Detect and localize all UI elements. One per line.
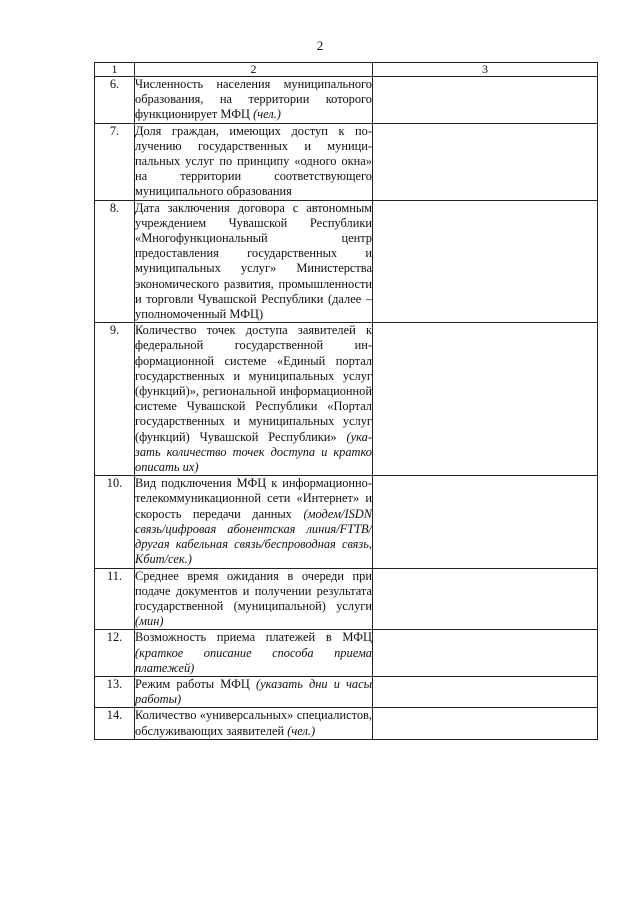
table-row (95, 200, 598, 323)
row-description (135, 200, 373, 323)
table-row (95, 708, 598, 739)
row-description (135, 77, 373, 124)
table-row (95, 123, 598, 200)
row-note: (чел.) (253, 107, 281, 122)
row-value-cell[interactable] (373, 676, 598, 707)
row-text: Доля граждан, имеющих доступ к получению государственных и муниципальных услуг по принципу «одного окна» на территории соответствующего муниципального образования (135, 123, 372, 199)
row-note: (чел.) (287, 723, 316, 738)
row-value-cell[interactable] (373, 323, 598, 476)
column-header-1: 1 (95, 63, 135, 77)
row-number: 6. (95, 77, 135, 124)
row-value-cell[interactable] (373, 123, 598, 200)
table-row (95, 476, 598, 568)
row-description (135, 323, 373, 476)
row-text: Возможность приема платежей в МФЦ (135, 630, 372, 645)
row-text: Количество точек доступа заявителей к федеральной государственной информационной системе «Единый портал государственных и муниципальных услуг (функций)», региональной информационной системе Чувашской Республики «Портал государственных и муниципальных услуг (функций) Чувашской Республики» (135, 323, 372, 444)
table-row (95, 323, 598, 476)
row-value-cell[interactable] (373, 200, 598, 323)
row-text: Численность населения муниципального образования, на территории которого функционирует МФЦ (135, 77, 372, 122)
row-text: Количество «универсальных» специалистов, обслуживающих заявителей (135, 708, 372, 738)
form-table (94, 62, 598, 740)
row-note: (указать количество точек доступа и кратко описать их) (135, 429, 372, 475)
row-number: 11. (95, 568, 135, 630)
row-number: 14. (95, 708, 135, 739)
row-number: 10. (95, 476, 135, 568)
row-description (135, 568, 373, 630)
row-number: 9. (95, 323, 135, 476)
row-value-cell[interactable] (373, 630, 598, 677)
row-value-cell[interactable] (373, 476, 598, 568)
table-header-row (95, 63, 598, 77)
table-row (95, 676, 598, 707)
column-header-2: 2 (135, 63, 373, 77)
table-row (95, 630, 598, 677)
column-header-3: 3 (373, 63, 598, 77)
table-row (95, 77, 598, 124)
row-value-cell[interactable] (373, 77, 598, 124)
row-description (135, 708, 373, 739)
row-text: Дата заключения договора с автономным учреждением Чувашской Республики «Многофункциональный центр предоставления государственных и муниципальных услуг» Министерства экономического развития, промышленности и торговли Чувашской Республики (далее – уполномоченный МФЦ) (135, 200, 372, 322)
row-note: (краткое описание способа приема платежей) (135, 645, 372, 675)
row-description (135, 476, 373, 568)
row-note: (мин) (135, 614, 164, 629)
row-value-cell[interactable] (373, 708, 598, 739)
row-number: 12. (95, 630, 135, 677)
page-number: 2 (316, 38, 324, 53)
row-note: (указать дни и часы работы) (135, 676, 372, 707)
row-text: Режим работы МФЦ (135, 676, 256, 691)
row-note: (модем/ISDN связь/цифровая абонентская линия/FTTB/другая кабельная связь/беспроводная связь, Кбит/сек.) (135, 506, 372, 567)
row-description (135, 630, 373, 677)
row-value-cell[interactable] (373, 568, 598, 630)
row-number: 8. (95, 200, 135, 323)
row-number: 13. (95, 676, 135, 707)
row-text: Среднее время ожидания в очереди при подаче документов и получении результата государственной (муниципальной) услуги (135, 568, 372, 613)
row-description (135, 123, 373, 200)
table-row (95, 568, 598, 630)
row-description (135, 676, 373, 707)
row-text: Вид подключения МФЦ к информационно-телекоммуникационной сети «Интернет» и скорость передачи данных (135, 476, 372, 521)
row-number: 7. (95, 123, 135, 200)
